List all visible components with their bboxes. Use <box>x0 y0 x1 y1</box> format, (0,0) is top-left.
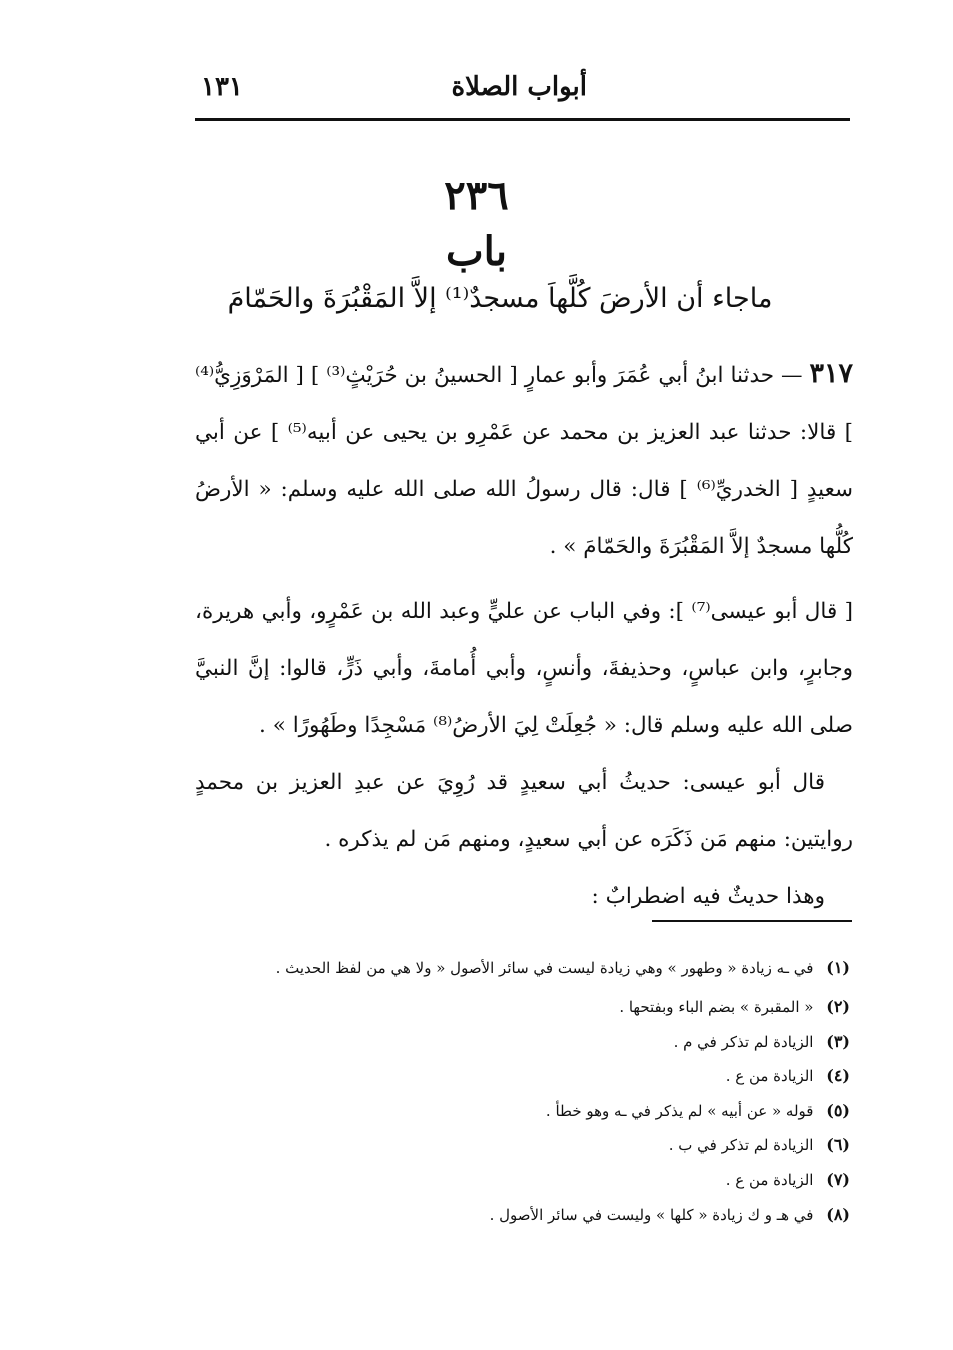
hadith-number: ٣١٧ <box>809 358 853 389</box>
footnote <box>195 1094 850 1129</box>
hadith-text: — حدثنا ابنُ أبي عُمَرَ وأبو عمارٍ [ الحسينُ بن حُرَيْثٍ⁽³⁾ ] [ المَرْوَزِيُّ⁽⁴⁾ ] قالا: حدثنا عبد العزيز بن محمد عن عَمْرِو بن يحيى عن أبيه⁽⁵⁾ ] عن أبي سعيدٍ [ الخدريِّ⁽⁶⁾ ] قال: قال رسولُ الله صلى الله عليه وسلم: « الأرضُ كُلُّها مسجدٌ إلاَّ المَقْبُرَةَ والحَمّامَ » . <box>195 363 853 559</box>
chapter-label: باب <box>446 228 507 275</box>
footnote-text: الزيادة لم تذكر في م . <box>673 1032 814 1051</box>
footnote-marker: (٧) <box>826 1169 850 1189</box>
footnote-text: الزيادة من ع . <box>725 1067 814 1086</box>
footnote <box>195 1163 850 1198</box>
footnotes <box>195 955 850 1232</box>
footnote-text: الزيادة من ع . <box>725 1170 814 1189</box>
footnote-marker: (٦) <box>826 1135 850 1155</box>
footnote-marker: (٣) <box>826 1031 850 1051</box>
footnote <box>195 990 850 1025</box>
footnote-text: « المقبرة » بضم الباء وبفتحها . <box>619 998 814 1016</box>
running-header <box>195 70 849 110</box>
footnote-marker: (٢) <box>826 997 850 1016</box>
header-title: أبواب الصلاة <box>451 72 587 102</box>
footnote <box>195 1025 850 1060</box>
footnote <box>195 955 850 990</box>
commentary-paragraph: [ قال أبو عيسى⁽⁷⁾ ]: وفي الباب عن عليٍّ وعبد الله بن عَمْرٍو، وأبي هريرة، وجابرٍ، وابن عباسٍ، وحذيفةَ، وأنسٍ، وأبي أُمامةَ، وأبي ذَرٍّ، قالوا: إنَّ النبيَّ صلى الله عليه وسلم قال: « جُعِلَتْ لِيَ الأرضُ⁽⁸⁾ مَسْجِدًا وطَهُورًا » . <box>195 599 853 738</box>
footnote-separator <box>652 920 852 922</box>
header-rule <box>195 118 850 121</box>
footnote <box>195 1198 850 1233</box>
footnote-marker: (١) <box>826 958 850 977</box>
hadith-paragraph <box>195 345 853 575</box>
main-text <box>195 345 853 925</box>
footnote-text: في ـه زيادة « وطهور » وهي زيادة ليست في سائر الأصول « ولا هي من لفظ الحديث . <box>275 959 814 977</box>
chapter-number: ٢٣٦ <box>444 172 509 219</box>
footnote-text: في هـ و ك زيادة « كلها » وليست في سائر الأصول . <box>489 1205 814 1224</box>
footnote-text: قوله « عن أبيه » لم يذكر في ـه وهو خطأ . <box>545 1101 814 1120</box>
footnote <box>195 1128 850 1163</box>
footnote-marker: (٨) <box>826 1204 850 1224</box>
page-number: ١٣١ <box>201 72 243 102</box>
chapter-title: ماجاء أن الأرضَ كُلَّهاَ مسجدٌ⁽¹⁾ إلاَّ المَقْبُرَةَ والحَمّامَ <box>227 283 773 314</box>
footnote <box>195 1059 850 1094</box>
footnote-text: الزيادة لم تذكر في ب . <box>668 1136 814 1155</box>
commentary-paragraph: قال أبو عيسى: حديثُ أبي سعيدٍ قد رُوِيَ عن عبدِ العزيز بن محمدٍ روايتين: منهم مَن ذَكَرَه عن أبي سعيدٍ، ومنهم مَن لم يذكره . <box>195 770 853 852</box>
commentary-paragraph: وهذا حديثٌ فيه اضطرابٌ : <box>591 884 825 909</box>
footnote-marker: (٥) <box>826 1100 850 1120</box>
footnote-marker: (٤) <box>826 1066 850 1086</box>
